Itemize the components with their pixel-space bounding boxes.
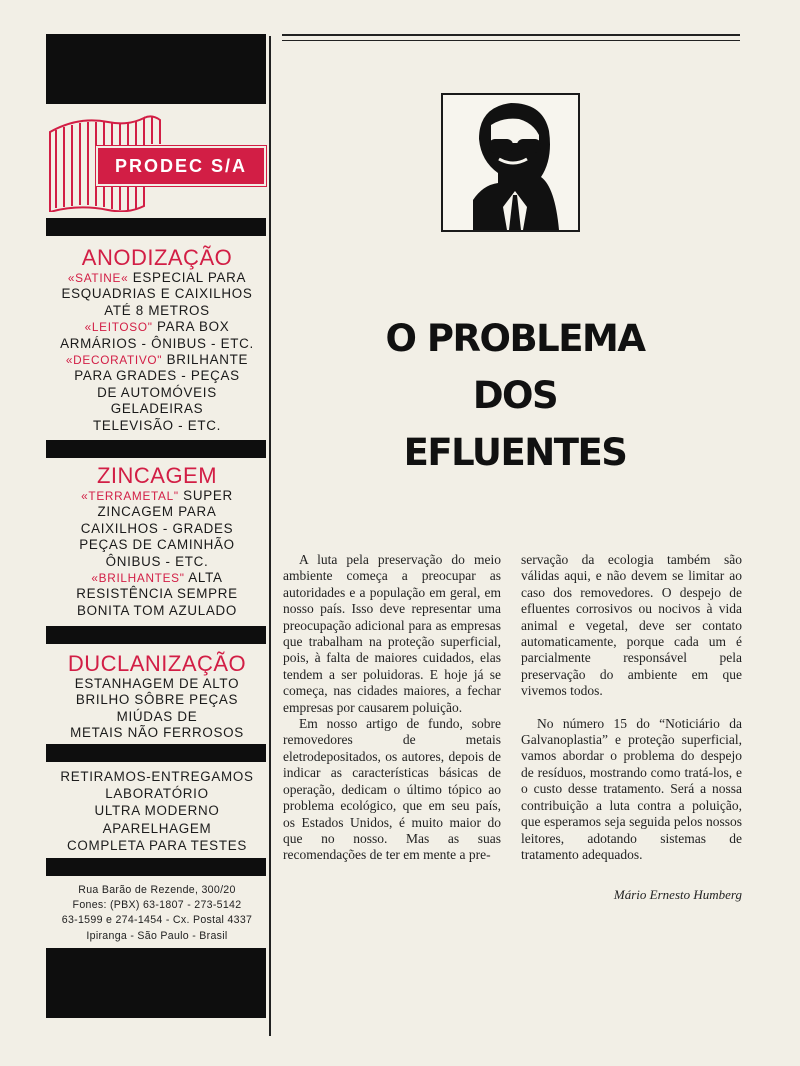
duclanizacao-heading: DUCLANIZAÇÃO [67,651,247,676]
ad-line [48,270,266,286]
ad-line [48,352,266,368]
ad-line: BRILHO SÔBRE PEÇAS [75,692,239,708]
column-divider [269,36,271,1036]
ad-line: ZINCAGEM PARA [97,504,217,520]
ad-line: RESISTÊNCIA SEMPRE [76,586,238,602]
ad-line: METAIS NÃO FERROSOS [70,725,244,741]
ad-line: COMPLETA PARA TESTES [67,837,247,853]
ad-line: ATÉ 8 METROS [104,302,210,318]
ad-divider-bar [46,440,266,458]
ad-top-black-bar [46,34,266,104]
address-line: 63-1599 e 274-1454 - Cx. Postal 4337 [61,914,253,927]
terrametal-label: «TERRAMETAL" [81,489,179,503]
author-signature: Mário Ernesto Humberg [613,887,742,902]
ad-divider-bar [46,744,266,762]
ad-line: ESTANHAGEM DE ALTO [74,676,240,691]
ad-line: GELADEIRAS [110,401,204,417]
brilhantes-label: «BRILHANTES" [91,571,185,586]
ad-line: ARMÁRIOS - ÔNIBUS - ETC. [60,335,254,351]
zincagem-heading: ZINCAGEM [96,463,218,488]
zincagem-section [48,464,266,619]
ad-divider-bar [46,218,266,236]
ad-line: CAIXILHOS - GRADES [80,520,234,536]
services-section [48,768,266,854]
anodizacao-heading: ANODIZAÇÃO [81,245,233,270]
ad-line: DE AUTOMÓVEIS [97,384,217,400]
ad-line: APARELHAGEM [102,820,212,836]
ad-line-text: ESPECIAL PARA [128,270,247,285]
article-column-1 [283,552,501,864]
portrait-illustration [443,95,578,230]
leitoso-label: «LEITOSO" [84,320,153,335]
ad-line: BONITA TOM AZULADO [77,602,237,618]
address-line: Rua Barão de Rezende, 300/20 [78,884,236,896]
top-rule [282,34,740,36]
ad-line: RETIRAMOS-ENTREGAMOS [60,769,254,784]
ad-line-text: ALTA [184,570,223,586]
article-title [290,310,740,481]
address-line: Ipiranga - São Paulo - Brasil [86,929,228,942]
ad-line [48,488,266,504]
duclanizacao-section [48,652,266,742]
ad-line: ÔNIBUS - ETC. [105,553,209,569]
top-rule-thin [282,40,740,41]
ad-line: PARA GRADES - PEÇAS [74,368,240,384]
ad-line: MIÚDAS DE [116,708,198,724]
ad-line: ESQUADRIAS E CAIXILHOS [61,286,253,302]
title-line: EFLUENTES [403,431,627,474]
ad-line: TELEVISÃO - ETC. [92,417,222,433]
address-block [48,883,266,944]
ad-divider-bar [46,858,266,876]
paragraph: No número 15 do “Noticiário da Galvanoplastia” e proteção superficial, vamos abordar o problema do despejo de resíduos, mostrando como tratá-los, e o custo desse tratamento. Será a nossa contribuição a luta contra a poluição, que esperamos seja seguida pelos nossos leitores, adotando sistemas de tratamento adequados. [521,715,742,862]
ad-line: ULTRA MODERNO [94,803,220,819]
ad-line: PEÇAS DE CAMINHÃO [79,537,235,553]
decorativo-label: «DECORATIVO" [65,353,163,368]
ad-line-text: PARA BOX [152,319,230,335]
paragraph: A luta pela preservação do meio ambiente começa a preocupar as autoridades e a população em geral, em nosso país. Isso deve representar uma preocupação adicional para as empresas que trabalham na proteção superficial, pois, à falta de maiores cuidados, elas tendem a ser poluidoras. E hoje já se começa, nas cidades maiores, a fechar empresas por causarem poluição. [283,552,501,715]
paragraph: servação da ecologia também são válidas aqui, e não devem se limitar ao caso dos removedores. O despejo de efluentes corrosivos ou nocivos à vida animal e vegetal, deve ser contato automaticamente, porque cada um é parcialmente responsável pela preservação do ambiente em que vivemos todos. [521,552,742,699]
ad-line [48,570,266,586]
address-line: Fones: (PBX) 63-1807 - 273-5142 [72,899,242,912]
anodizacao-section [48,246,266,434]
ad-line: LABORATÓRIO [105,786,209,802]
ad-line-text: SUPER [178,488,233,503]
ad-line [48,319,266,335]
paragraph: Em nosso artigo de fundo, sobre removedores de metais eletrodepositados, os autores, depois de indicar as características básicas de operação, dedicam o último tópico ao problema ecológico, que em seu país, os Estados Unidos, é muito maior do que no nosso. Mas as suas recomendações de ter em mente a pre- [283,716,501,863]
ad-line-text: BRILHANTE [162,352,249,368]
satine-label: «SATINE« [67,271,129,285]
title-line: O PROBLEMA [385,317,645,360]
ad-bottom-black-bar [46,948,266,1018]
article-column-2 [521,552,742,863]
logo-text: PRODEC S/A [96,146,266,186]
ad-divider-bar [46,626,266,644]
author-portrait [441,93,580,232]
title-line: DOS [472,374,558,417]
